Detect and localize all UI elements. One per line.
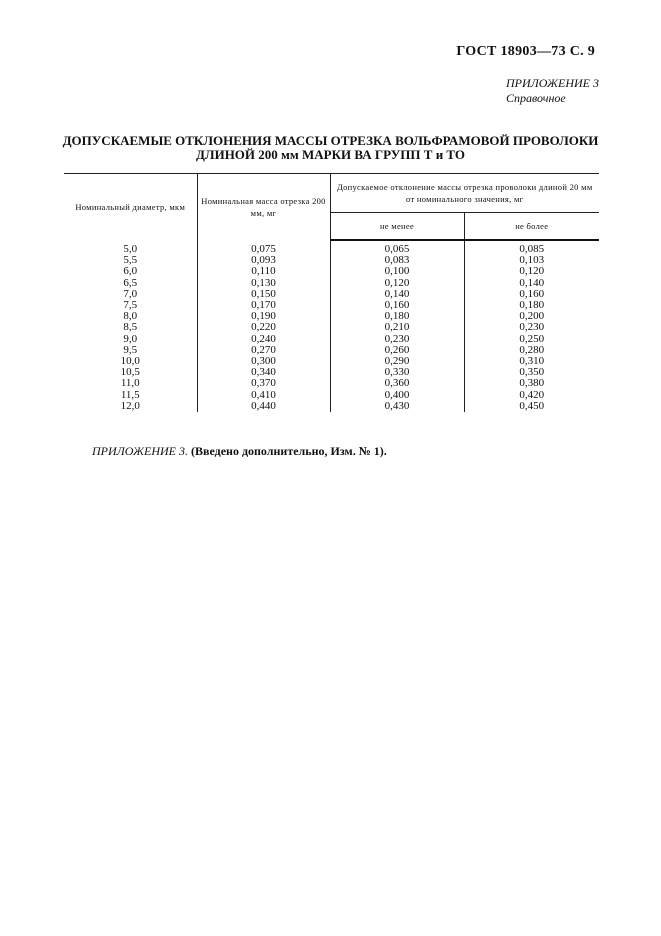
cell-diameter: 6,0 <box>123 265 138 278</box>
cell-mass: 0,110 <box>197 266 330 277</box>
table-row <box>64 266 599 277</box>
cell-diameter: 11,0 <box>120 377 140 390</box>
note-label: ПРИЛОЖЕНИЕ 3. <box>92 444 188 458</box>
cell-max: 0,200 <box>464 311 599 322</box>
table-row <box>64 322 599 333</box>
cell-diameter: 11,5 <box>120 388 140 401</box>
cell-mass: 0,130 <box>197 278 330 289</box>
appendix-block <box>506 76 599 106</box>
cell-diameter: 9,0 <box>123 332 138 345</box>
cell-mass: 0,170 <box>197 300 330 311</box>
cell-mass: 0,370 <box>197 378 330 389</box>
appendix-note <box>92 444 387 459</box>
appendix-label: ПРИЛОЖЕНИЕ 3 <box>506 76 599 90</box>
table-row <box>64 401 599 412</box>
cell-mass: 0,410 <box>197 389 330 400</box>
cell-min: 0,180 <box>330 311 464 322</box>
cell-min: 0,065 <box>330 240 464 255</box>
cell-max: 0,380 <box>464 378 599 389</box>
cell-mass: 0,150 <box>197 289 330 300</box>
table-title-line-1: ДОПУСКАЕМЫЕ ОТКЛОНЕНИЯ МАССЫ ОТРЕЗКА ВОЛЬФРАМОВОЙ ПРОВОЛОКИ <box>62 133 599 148</box>
header-max: не более <box>464 213 599 241</box>
header-mass: Номинальная масса отрезка 200 мм, мг <box>197 174 330 241</box>
cell-mass: 0,093 <box>197 255 330 266</box>
document-code: ГОСТ 18903—73 С. 9 <box>456 44 595 59</box>
cell-max: 0,350 <box>464 367 599 378</box>
deviation-table <box>64 173 599 412</box>
cell-mass: 0,270 <box>197 345 330 356</box>
cell-max: 0,280 <box>464 345 599 356</box>
cell-diameter: 5,0 <box>123 242 138 255</box>
cell-min: 0,160 <box>330 300 464 311</box>
cell-max: 0,140 <box>464 278 599 289</box>
cell-min: 0,330 <box>330 367 464 378</box>
table-title-line-2: ДЛИНОЙ 200 мм МАРКИ ВА ГРУПП Т и ТО <box>195 147 466 162</box>
cell-max: 0,180 <box>464 300 599 311</box>
cell-max: 0,103 <box>464 255 599 266</box>
cell-min: 0,100 <box>330 266 464 277</box>
cell-min: 0,140 <box>330 289 464 300</box>
cell-min: 0,230 <box>330 334 464 345</box>
header-diameter: Номинальный диаметр, мкм <box>64 174 197 241</box>
cell-diameter: 8,5 <box>123 321 138 334</box>
cell-max: 0,450 <box>464 401 599 412</box>
cell-diameter: 7,5 <box>123 299 138 312</box>
cell-min: 0,360 <box>330 378 464 389</box>
cell-mass: 0,190 <box>197 311 330 322</box>
cell-diameter: 10,0 <box>120 354 140 367</box>
cell-diameter: 8,0 <box>123 310 138 323</box>
cell-diameter: 12,0 <box>120 399 140 412</box>
cell-diameter: 5,5 <box>123 254 138 267</box>
cell-min: 0,430 <box>330 401 464 412</box>
cell-mass: 0,075 <box>197 240 330 255</box>
cell-min: 0,120 <box>330 278 464 289</box>
cell-max: 0,310 <box>464 356 599 367</box>
table-body <box>64 240 599 412</box>
cell-max: 0,160 <box>464 289 599 300</box>
cell-max: 0,420 <box>464 389 599 400</box>
note-text: (Введено дополнительно, Изм. № 1). <box>190 444 387 458</box>
header-deviation: Допускаемое отклонение массы отрезка проволоки длиной 20 мм от номинального значения, мг <box>330 174 599 213</box>
cell-min: 0,290 <box>330 356 464 367</box>
cell-max: 0,085 <box>464 240 599 255</box>
table-row <box>64 378 599 389</box>
cell-diameter: 10,5 <box>120 366 140 379</box>
cell-mass: 0,340 <box>197 367 330 378</box>
cell-mass: 0,220 <box>197 322 330 333</box>
cell-mass: 0,440 <box>197 401 330 412</box>
header-min: не менее <box>330 213 464 241</box>
cell-mass: 0,240 <box>197 334 330 345</box>
cell-mass: 0,300 <box>197 356 330 367</box>
cell-max: 0,230 <box>464 322 599 333</box>
table-title <box>60 134 601 162</box>
cell-max: 0,120 <box>464 266 599 277</box>
cell-min: 0,260 <box>330 345 464 356</box>
cell-diameter: 6,5 <box>123 276 138 289</box>
appendix-type: Справочное <box>506 91 566 105</box>
cell-diameter: 9,5 <box>123 343 138 356</box>
cell-min: 0,083 <box>330 255 464 266</box>
cell-min: 0,400 <box>330 389 464 400</box>
table-row <box>64 240 599 255</box>
cell-diameter: 7,0 <box>123 287 138 300</box>
cell-min: 0,210 <box>330 322 464 333</box>
table-row <box>64 389 599 400</box>
cell-max: 0,250 <box>464 334 599 345</box>
table-row <box>64 334 599 345</box>
